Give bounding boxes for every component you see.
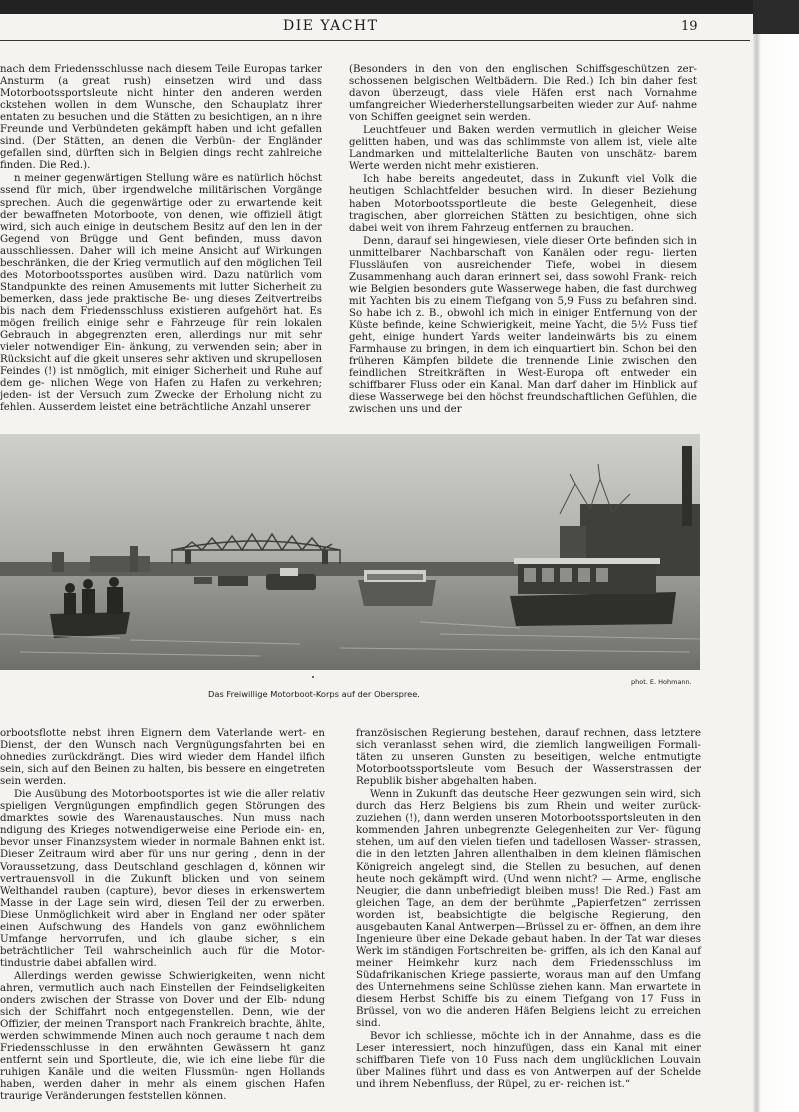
scan-border-corner (753, 0, 799, 34)
column-bottom-right (356, 728, 701, 1094)
column-top-left (0, 64, 322, 414)
scan-border-top (0, 0, 799, 14)
column-top-right (349, 64, 697, 414)
photo-caption: Das Freiwillige Motorboot-Korps auf der Oberspree. (208, 689, 420, 699)
paragraph: Die Ausübung des Motorbootsportes ist wie die aller relativ spieligen Vergnügungen empfindlich gegen Störungen des dmarktes sowie des Warenaustausches. Nun muss nach ndigung des Krieges notwendigerweise eine Periode ein- en, bevor unser Finanzsystem wieder in normale Bahnen enkt ist. Dieser Zeitraum wird aber für uns nur gering , denn in der Voraussetzung, dass Deutschland geschlagen d, können wir vertrauensvoll in die Zukunft blicken und von seinem Welthandel rauben (capture), bevor dieses in erkenswertem Masse in der Lage sein wird, diesen Teil der zu erwerben. Diese Unmöglichkeit wird aber in England ner oder später einen Aufschwung des Handels von ganz ewöhnlichem Umfange hervorrufen, und ich glaube sicher, s ein beträchtlicher Teil wahrscheinlich auch für die Motor- tindustrie dabei abfallen wird. (0, 789, 325, 969)
paragraph: Ich habe bereits angedeutet, dass in Zukunft viel Volk die heutigen Schlachtfelder besuchen wird. In dieser Beziehung haben Motorbootssportleute die beste Gelegenheit, diese tragischen, aber glorreichen Stätten zu besichtigen, ohne sich dabei weit von ihrem Fahrzeug entfernen zu brauchen. (349, 174, 697, 234)
paragraph: orbootsflotte nebst ihren Eignern dem Vaterlande wert- en Dienst, der den Wunsch nach Vergnügungsfahrten bei en ohnedies zurückdrängt. Dies wird wieder dem Handel ilfich sein, sich auf den Beinen zu halten, bis bessere en eingetreten sein werden. (0, 728, 325, 788)
paragraph: Denn, darauf sei hingewiesen, viele dieser Orte befinden sich in unmittelbarer Nachbarschaft von Kanälen oder regu- lierten Flussläufen von ausreichender Tiefe, wobei in diesem Zusammenhang auch daran erinnert sei, dass sowohl Frank- reich wie Belgien besonders gute Wasserwege haben, die fast durchweg mit Yachten bis zu einem Tiefgang von 5,9 Fuss zu befahren sind. So habe ich z. B., obwohl ich mich in einiger Entfernung von der Küste befinde, keine Schwierigkeit, meine Yacht, die 5½ Fuss tief geht, einige hundert Yards weiter landeinwärts bis zu einem Farmhause zu bringen, in dem ich einquartiert bin. Schon bei den früheren Kämpfen bildete die trennende Linie zwischen den feindlichen Streitkräften in West-Europa oft entweder ein schiffbarer Fluss oder ein Kanal. Man darf daher im Hinblick auf diese Wasserwege bei den höchst freundschaftlichen Gefühlen, die zwischen uns und der (349, 235, 697, 416)
river-photo (0, 434, 700, 670)
photo-credit: phot. E. Hohmann. (631, 678, 692, 686)
paragraph: n meiner gegenwärtigen Stellung wäre es natürlich höchst ssend für mich, über irgendwelche militärischen Vorgänge sprechen. Auch die gegenwärtige oder zu erwartende keit der bewaffneten Motorboote, von denen, wie offiziell ätigt wird, sich auch einige in deutschem Besitz auf den len in der Gegend von Brügge und Gent befinden, muss davon ausschliessen. Daher will ich meine Ansicht auf Wirkungen beschränken, die der Krieg vermutlich auf den möglichen Teil des Motorbootssportes ausüben wird. Dazu natürlich vom Standpunkte des reinen Amusements mit lutter Sicherheit zu bemerken, dass jede praktische Be- ung dieses Zeitvertreibs bis nach dem Friedensschluss existieren aufgehört hat. Es mögen freilich einige sehr e Fahrzeuge für rein lokalen Gebrauch in abgegrenzten eren, allerdings nur mit sehr vieler notwendiger Ein- änkung, zu verwenden sein; aber in Rücksicht auf die gkeit unseres sehr aktiven und skrupellosen Feindes (!) ist nmöglich, mit einiger Sicherheit und Ruhe auf dem ge- nlichen Wege von Hafen zu Hafen zu verkehren; jeden- ist der Versuch zum Zwecke der Erholung nicht zu fehlen. Ausserdem leistet eine beträchtliche Anzahl unserer (0, 173, 322, 414)
paragraph: Wenn in Zukunft das deutsche Heer gezwungen sein wird, sich durch das Herz Belgiens bis zum Rhein und weiter zurück- zuziehen (!), dann werden unseren Motorbootssportsleuten in den kommenden Jahren unbegrenzte Gelegenheiten zur Ver- fügung stehen, um auf den vielen tiefen und tadellosen Wasser- strassen, die in den letzten Jahren allenthalben in dem kleinen flämischen Königreich angelegt sind, die Stellen zu besuchen, auf denen heute noch gekämpft wird. (Und wenn nicht? — Arme, englische Neugier, die dann unbefriedigt bleiben muss! Die Red.) Fast am gleichen Tage, an dem der berühmte „Papierfetzen“ zerrissen worden ist, beabsichtigte die belgische Regierung, den ausgebauten Kanal Antwerpen—Brüssel zu er- öffnen, an dem ihre Ingenieure über eine Dekade gebaut haben. In der Tat war dieses Werk im ständigen Fortschreiten be- griffen, als ich den Kanal auf meiner Heimkehr kurz nach dem Friedensschluss im Südafrikanischen Kriege passierte, woraus man auf den Umfang des Unternehmens seine Schlüsse ziehen kann. Man erwartete in diesem Herbst Schiffe bis zu einem Tiefgang von 17 Fuss in Brüssel, von wo die anderen Häfen Belgiens leicht zu erreichen sind. (356, 789, 701, 1030)
paragraph: Leuchtfeuer und Baken werden vermutlich in gleicher Weise gelitten haben, und was das schlimmste von allem ist, viele alte Landmarken und mittelalterliche Bauten von unschätz- barem Werte werden nicht mehr existieren. (349, 125, 697, 173)
column-bottom-left (0, 728, 325, 1103)
paragraph: Bevor ich schliesse, möchte ich in der Annahme, dass es die Leser interessiert, noch hinzufügen, dass ein Kanal mit einer schiffbaren Tiefe von 10 Fuss nach dem unglücklichen Louvain über Malines führt und dass es von Antwerpen auf der Schelde und ihrem Nebenfluss, der Rüpel, zu er- reichen ist.“ (356, 1031, 701, 1091)
header-rule (0, 40, 750, 41)
paragraph: nach dem Friedensschlusse nach diesem Teile Europas tarker Ansturm (a great rush) einsetzen wird und dass Motorbootssportsleute nicht hinter den anderen werden ckstehen wollen in dem Wunsche, den Schauplatz ihrer entaten zu besuchen und die Stätten zu besichtigen, an n ihre Freunde und Verbündeten gekämpft haben und icht gefallen sind. (Der Stätten, an denen die Verbün- der Engländer gefallen sind, dürften sich in Belgien dings recht zahlreiche finden. Die Red.). (0, 64, 322, 172)
paragraph: Allerdings werden gewisse Schwierigkeiten, wenn nicht ahren, vermutlich auch nach Einstellen der Feindseligkeiten onders zwischen der Strasse von Dover und der Elb- ndung sich der Schiffahrt noch entgegenstellen. Denn, wie der Offizier, der meinen Transport nach Frankreich brachte, ählte, werden schwimmende Minen auch noch geraume t nach dem Friedensschlusse in den erwähnten Gewässern ht ganz entfernt sein und Sportleute, die, wie ich eine liebe für die ruhigen Kanäle und die weiten Flussmün- ngen Hollands haben, werden daher in mehr als einem gischen Hafen traurige Veränderungen feststellen können. (0, 970, 325, 1103)
caption-marker-dot (312, 676, 314, 678)
page-number: 19 (681, 19, 698, 34)
page-edge-shadow (753, 0, 799, 1112)
page-header-title: DIE YACHT (283, 18, 379, 34)
paragraph: (Besonders in den von den englischen Schiffsgeschützen zer- schossenen belgischen Weltbädern. Die Red.) Ich bin daher fest davon überzeugt, dass viele Häfen erst nach Vornahme umfangreicher Wiederherstellungsarbeiten wieder zur Auf- nahme von Schiffen geeignet sein werden. (349, 64, 697, 124)
paragraph: französischen Regierung bestehen, darauf rechnen, dass letztere sich veranlasst sehen wird, die ziemlich langweiligen Formali- täten zu unseren Gunsten zu beseitigen, welche entmutigte Motorbootssportsleute vom Besuch der Wasserstrassen der Republik bisher abgehalten haben. (356, 728, 701, 788)
motorboat-photo-illustration (0, 434, 700, 670)
